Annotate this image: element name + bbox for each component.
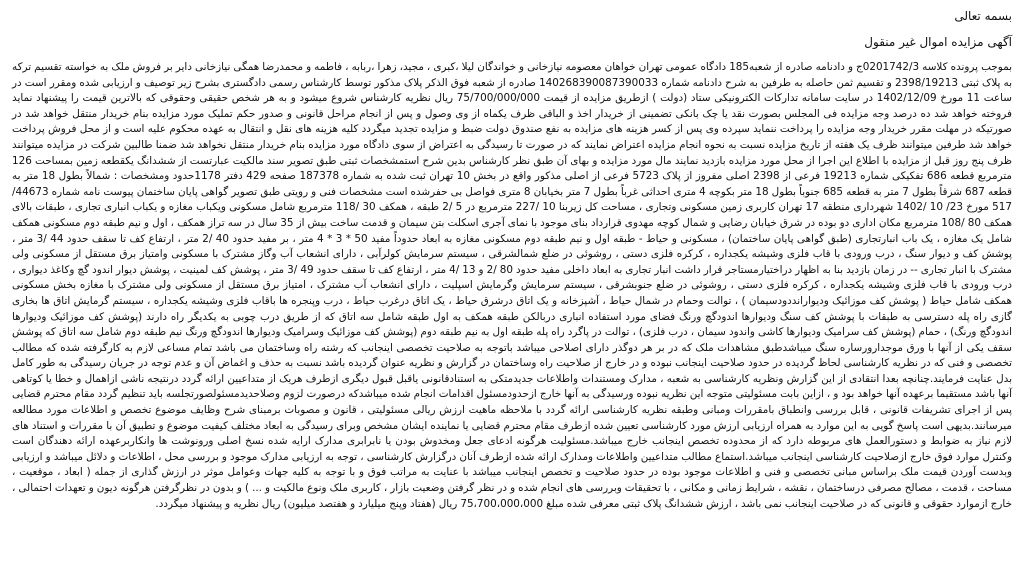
document-title: آگهی مزایده اموال غیر منقول xyxy=(864,35,1012,49)
document-header: بسمه تعالی xyxy=(954,9,1012,23)
document-body: بموجب پرونده کلاسه 0201742/3ج و دادنامه صادره از شعبه185 دادگاه عمومی تهران خواهان معصومه نیازخانی و خواندگان لیلا ،کبری ، مجید، زهرا ،ربابه ، فاطمه و محمدرضا همگی نیازخانی دایر بر فروش ملک به خواسته تقسیم ترکه به پلاک ثبتی 2398/19213 و تقسیم ثمن حاصله به طرفین به شرح دادنامه شماره 140268390087390033 صادره از شعبه فوق الذکر پلاک مذکور توسط کارشناس رسمی دادگستری بشرح زیر توصیف و ارزیابی شده ومقرر است در ساعت 11 مورخ 1402/12/09 در سایت سامانه تدارکات الکترونیکی ستاد (دولت ) ازطریق مزایده از قیمت 75/700/000/000 ریال نظریه کارشناس شروع میشود و به هر شخص حقیقی وحقوقی که بالاترین قیمت را پیشنهاد نماید فروخته خواهد شد ده درصد وجه مزایده فی المجلس بصورت نقد یا چک بانکی تضمینی از خریدار اخذ و الباقی ظرف یکماه از وی وصول و پس از انجام مراحل قانونی و صدور حکم تملیک مورد مزایده بنام خریدار منتقل خواهد شد در صورتیکه در مهلت مقرر خریدار وجه مزایده را پرداخت ننماید سپرده وی پس از کسر هزینه های مزایده به نفع صندوق دولت ضبط و مزایده تجدید میگردد کلیه هزینه های نقل و انتقال به عهده محکوم علیه است و از محل فروش پرداخت خواهد شد طرفین میتوانند ظرف یک هفته از تاریخ مزایده نسبت به نحوه انجام مزایده اعتراض نمایند که در صورت تا رسیدگی به اعتراض از سوی دادگاه مورد مزایده بنام خریدار منتقل نخواهد شد ضمنا طالبین شرکت در مزایده میتوانند ظرف پنج روز قبل از مزایده با اطلاع این اجرا از محل مورد مزایده بازدید نمایند مال مورد مزایده و بهای آن طبق نظر کارشناس بدین شرح استمشخصات ثبتی طبق تصویر سند مالکیت عبارتست از ششدانگ یکقطعه زمین بمساحت 126 مترمربع قطعه 686 تفکیکی شماره 19213 فرعی از 2398 اصلی مفروز از پلاک 5723 فرعی از اصلی مذکور واقع در بخش 10 تهران ثبت شده به شماره 187378 صفحه 429 دفتر 1178حدود ومشخصات : شمالاً بطول 18 متر به قطعه 687 شرقاً بطول 7 متر به قطعه 685 جنوباً بطول 18 متر بکوچه 4 متری احداثی غرباً بطول 7 متر بخیابان 8 متری فواصل بی حفرشده است مشخصات فنی و رویتی طبق تصویر گواهی پایان ساختمان پیوست نامه شماره 44673/ 517 مورخ 23/ 10 /1402 شهرداری منطقه 17 تهران کاربری زمین مسکونی وتجاری ، مساحت کل زیربنا 10 /227 مترمربع در 5 /2 طبقه ، همکف 30 /118 مترمربع شامل مسکونی ویکباب مغازه و یکباب انباری تجاری ، طبقات بالای همکف 80 /108 مترمربع مکان اداری دو بوده در شرق خیابان رضایی و شمال کوچه مهدوی قرارداد بنای موجود با نمای آجری اسکلت بتن سیمان و قدمت ساخت بیش از 35 سال در سه تراز همکف ، اول و نیم طبقه دوم مسکونی همکف شامل یک مغازه ، یک باب انبارتجاری (طبق گواهی پایان ساختمان) ، مسکونی و حیاط - طبقه اول و نیم طبقه دوم مسکونی مغازه به ابعاد حدوداً مفید 50 * 3 * 4 متر ، بر مفید حدود 40 /2 متر ، ارتفاع کف تا سقف حدود 44 /3 متر ، پوشش کف و دیوار سنگ ، درب ورودی با قاب فلزی وشیشه یکجداره ، کرکره فلزی دستی ، روشوئی در ضلع شمالشرقی ، سیستم سرمایش کولرآبی ، دارای انشعاب آب وگاز مشترک با مسکونی وامتیاز برق مستقل از مسکونی ولی مشترک با انبار تجاری -- در زمان بازدید بنا به اظهار دراختیارمستاجر قرار داشت انبار تجاری به ابعاد داخلی مفید حدود 80 /2 و 13 /4 متر ، ارتفاع کف تا سقف حدود 49 /3 متر ، پوشش کف لمینیت ، پوشش دیوار اندود گچ وکاغذ دیواری ، درب ورودی با قاب فلزی وشیشه یکجداره ، کرکره فلزی دستی ، روشوئی در ضلع جنوبشرقی ، سیستم سرمایش وگرمایش اسپلیت ، دارای انشعاب آب مشترک ، امتیاز برق مستقل از مسکونی ولی مشترک با مغازه بخش مسکونی همکف شامل حیاط ( پوشش کف موزائیک ودیوارانددودسیمان ) ، توالت وحمام در شمال حیاط ، آشپزخانه و یک اتاق درشرق حیاط ، یک اتاق درغرب حیاط ، درب وپنجره ها باقاب فلزی وشیشه یکجداره ، سیستم گرمایش اتاق ها بخاری گازی راه پله دسترسی به طبقات با پوشش کف سنگ ودیوارها اندودگچ ورنگ فضای مورد استفاده انباری دربالکن طبقه همکف به اول طبقه شامل سه اتاق که از طریق درب چوبی به یکدیگر راه دارند (پوشش کف موزائیک ودیوارها اندودگچ ورنگ) ، حمام (پوشش کف سرامیک ودیوارها کاشی واندود سیمان ، درب فلزی) ، توالت در پاگرد راه پله طبقه اول به نیم طبقه دوم (پوشش کف موزائیک وسرامیک ودیوارها اندودگچ ورنگ نیم طبقه دوم شامل سه اتاق که پوشش سقف یکی از آنها با ورق موجدارورساره سنگ میباشدطبق مشاهدات ملک که در بر هر دوگذر دارای اصلاحی میباشد باتوجه به صلاحیت تخصصی اینجانب که رشته راه وساختمان می باشد تمام مساعی لازم به کارگرفته شده که مطالب تخصصی و فنی که در نظریه کارشناسی لحاظ گردیده در حدود صلاحیت اینجانب نبوده و در خارج از صلاحیت راه وساختمان در گزارش و نظریه عنوان گردیده باشد نسبت به حذف و اغماض آن و عدم توجه در جریان رسیدگی به طور کامل بدل عنایت فرمایند.چنانچه بعدا انتقادی از این گزارش ونظریه کارشناسی به شعبه ، مدارک ومستندات واطلاعات جدیدمتکی به استنادقانونی یاقبل قبول دیگری ازطرف هریک از متداعیین ارائه گردد درنتیجه ناشی ازاهمال و خطا یا کوتاهی آنها باشد مستقیما برعهده آنها خواهد بود و ، ازاین بابت مسئولیتی متوجه این نظریه نبوده ورسیدگی به آنها خارج ازحدودمسئول اقدامات انجام شده میباشدکه درصورت لزوم وصلاحدیدمسئولصورتجلسه باید تنظیم گردد مقام محترم قضایی پس از اجرای تشریفات قانونی ، قابل بررسی وانطباق بامقررات ومبانی وطبقه نظریه کارشناسی ارائه گردد با ملاحظه ماهیت ارزش ریالی مسئولیتی ، قانون و مصوبات برمبنای شرح وظایف موضوع تخصص و اطلاعات مورد مطالعه میرسانند.بدیهی است پاسخ گویی به این موارد به همراه ارزیابی ارزش مورد کارشناسی تعیین شده ازطرف مقام محترم قضایی یا نماینده ایشان مشخص وبرای رسیدگی به ابعاد مختلف کیفیت موضوع و تطبیق آن با مقررات و استناد های لازم نیاز به ضوابط و دستورالعمل های مربوطه دارد که از محدوده تخصص اینجانب خارج میباشد.مسئولیت هرگونه ادعای جعل ومخدوش بودن یا نابرابری مدارک ارایه شده نسخ اصلی ورونوشت ها وانکاربرعهده ارائه دهندگان است وکنترل موارد فوق خارج ازصلاحیت کارشناسی اینجانب میباشد.استماع مطالب متداعیین واطلاعات ومدارک ارائه شده ازطرف آنان درگزارش کارشناسی ، توجه به ارزیابی مدارک موجود و بررسی محل ، اطلاعات و دلائل میباشد و ارزیابی وبدست آوردن قیمت ملک براساس مبانی تخصصی و فنی و اطلاعات موجود بوده در حدود صلاحیت و تخصص اینجانب میباشد با عنایت به مراتب فوق و با توجه به کلیه جهات وعوامل موثر در ارزش گذاری از جمله ( ابعاد ، موقعیت ، مساحت ، قدمت ، مصالح مصرفی درساختمان ، نقشه ، شرایط زمانی و مکانی ، با تحقیقات وبررسی های انجام شده و در نظر گرفتن وضعیت بازار ، کاربری ملک ونوع مالکیت و ... ) و بدون در نظرگرفتن هرگونه دیون و تعهدات احتمالی ، خارج ازموارد حقوقی و قانونی که در صلاحیت اینجانب نمی باشد ، ارزش ششدانگ پلاک ثبتی معرفی شده مبلغ 75،700،000،000 ریال (هفتاد وپنج میلیارد و هفتصد میلیون) ریال نظریه و پیشنهاد میگردد. xyxy=(12,61,1013,510)
